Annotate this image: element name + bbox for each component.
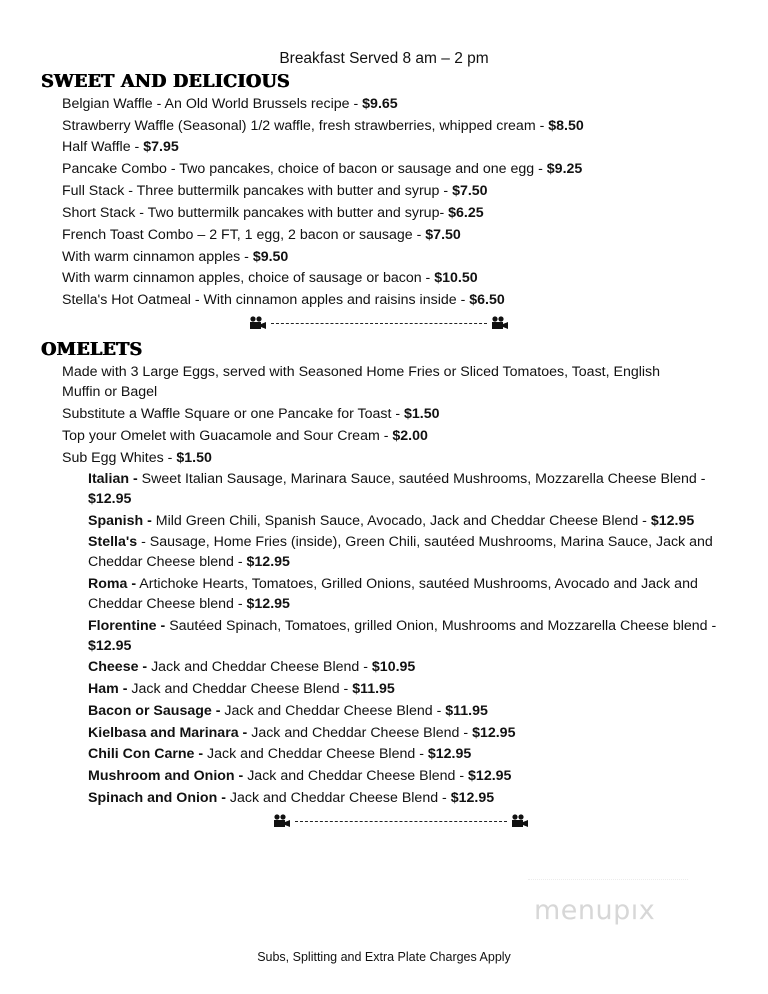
omelet-item [88, 616, 718, 656]
omelet-option [62, 404, 722, 424]
item-price: $12.95 [88, 491, 132, 507]
menu-item [62, 247, 722, 267]
omelet-item [88, 723, 718, 743]
movie-camera-icon [248, 316, 268, 330]
item-desc: Strawberry Waffle (Seasonal) 1/2 waffle, fresh strawberries, whipped cream - [62, 118, 549, 134]
dashed-rule [295, 821, 507, 822]
item-price: $1.50 [176, 450, 212, 466]
item-price: $2.00 [392, 428, 428, 444]
item-desc: Top your Omelet with Guacamole and Sour Cream - [62, 428, 393, 444]
item-desc: Jack and Cheddar Cheese Blend - [147, 659, 372, 675]
item-desc: - Sausage, Home Fries (inside), Green Chili, sautéed Mushrooms, Marina Sauce, Jack and Cheddar Cheese blend - [88, 534, 713, 570]
item-desc: Jack and Cheddar Cheese Blend - [247, 725, 473, 741]
omelet-intro: Made with 3 Large Eggs, served with Seasoned Home Fries or Sliced Tomatoes, Toast, English Muffin or Bagel [62, 364, 661, 400]
omelet-item [88, 744, 718, 764]
menu-item [62, 159, 722, 179]
item-name: Italian - [88, 471, 138, 487]
item-name: Kielbasa and Marinara - [88, 725, 248, 741]
movie-camera-icon [510, 814, 530, 828]
item-price: $12.95 [246, 554, 290, 570]
section-heading-omelets: OMELETS [41, 340, 143, 360]
omelet-item [88, 532, 718, 572]
item-name: Chili Con Carne - [88, 746, 204, 762]
item-price: $12.95 [427, 746, 472, 762]
watermark: menupıx [534, 895, 656, 926]
omelet-item [88, 788, 718, 808]
item-price: $10.95 [371, 659, 416, 675]
movie-camera-icon [490, 316, 510, 330]
omelet-item [88, 657, 718, 677]
item-price: $9.25 [546, 161, 583, 177]
item-price: $12.95 [88, 638, 132, 654]
item-price: $12.95 [450, 790, 495, 806]
menu-item [62, 137, 722, 157]
menu-item [62, 181, 722, 201]
item-price: $6.50 [469, 292, 505, 308]
omelet-option [62, 448, 722, 468]
item-price: $12.95 [468, 768, 512, 784]
item-desc: With warm cinnamon apples, choice of sausage or bacon - [62, 270, 435, 286]
item-price: $9.50 [252, 249, 289, 265]
item-name: Cheese - [88, 659, 148, 675]
item-name: Spanish - [88, 513, 152, 529]
item-price: $8.50 [548, 118, 584, 134]
item-desc: Jack and Cheddar Cheese Blend - [243, 768, 469, 784]
section-divider [272, 814, 530, 828]
item-price: $6.25 [448, 205, 484, 221]
menu-item [62, 268, 722, 288]
omelet-item [88, 679, 718, 699]
omelet-option [62, 426, 722, 446]
menu-item [62, 203, 722, 223]
item-desc: Jack and Cheddar Cheese Blend - [127, 681, 353, 697]
served-hours: Breakfast Served 8 am – 2 pm [279, 50, 489, 67]
item-desc: Sweet Italian Sausage, Marinara Sauce, sautéed Mushrooms, Mozzarella Cheese Blend - [137, 471, 706, 487]
item-desc: Jack and Cheddar Cheese Blend - [225, 790, 451, 806]
item-desc: Stella's Hot Oatmeal - With cinnamon apples and raisins inside - [62, 292, 470, 308]
item-desc: Half Waffle - [62, 139, 144, 155]
omelet-item [88, 511, 718, 531]
item-price: $9.65 [362, 96, 398, 112]
footer-note: Subs, Splitting and Extra Plate Charges Apply [257, 950, 511, 964]
omelet-item [88, 574, 718, 614]
menu-item [62, 116, 722, 136]
item-name: Florentine - [88, 618, 166, 634]
omelet-item [88, 766, 718, 786]
item-price: $7.95 [143, 139, 179, 155]
item-desc: Mild Green Chili, Spanish Sauce, Avocado, Jack and Cheddar Cheese Blend - [151, 513, 651, 529]
item-name: Roma - [88, 576, 137, 592]
item-desc: Pancake Combo - Two pancakes, choice of bacon or sausage and one egg - [62, 161, 547, 177]
item-desc: Sautéed Spinach, Tomatoes, grilled Onion, Mushrooms and Mozzarella Cheese blend - [165, 618, 717, 634]
dashed-rule [271, 323, 487, 324]
item-price: $7.50 [452, 183, 488, 199]
item-price: $12.95 [246, 596, 290, 612]
item-name: Stella's [88, 534, 138, 550]
item-price: $12.95 [650, 513, 695, 529]
item-price: $1.50 [404, 406, 440, 422]
item-desc: French Toast Combo – 2 FT, 1 egg, 2 bacon or sausage - [62, 227, 426, 243]
section-heading-sweet: SWEET AND DELICIOUS [41, 72, 290, 92]
item-price: $7.50 [425, 227, 461, 243]
menu-item [62, 94, 722, 114]
item-desc: Short Stack - Two buttermilk pancakes with butter and syrup- [62, 205, 449, 221]
item-price: $11.95 [445, 703, 488, 719]
item-name: Mushroom and Onion - [88, 768, 244, 784]
menu-item [62, 290, 722, 310]
item-desc: With warm cinnamon apples - [62, 249, 253, 265]
item-desc: Artichoke Hearts, Tomatoes, Grilled Onions, sautéed Mushrooms, Avocado and Jack and Cheddar Cheese blend - [88, 576, 698, 612]
item-price: $12.95 [472, 725, 516, 741]
item-name: Spinach and Onion - [88, 790, 226, 806]
item-desc: Jack and Cheddar Cheese Blend - [203, 746, 428, 762]
section-divider [248, 316, 510, 330]
movie-camera-icon [272, 814, 292, 828]
menu-item [62, 225, 722, 245]
item-desc: Substitute a Waffle Square or one Pancake for Toast - [62, 406, 405, 422]
item-name: Bacon or Sausage - [88, 703, 221, 719]
item-desc: Sub Egg Whites - [62, 450, 177, 466]
item-price: $11.95 [352, 681, 395, 697]
omelet-item [88, 469, 718, 509]
watermark-rule [528, 879, 688, 890]
item-price: $10.50 [434, 270, 478, 286]
item-desc: Full Stack - Three buttermilk pancakes with butter and syrup - [62, 183, 453, 199]
item-desc: Jack and Cheddar Cheese Blend - [220, 703, 446, 719]
item-desc: Belgian Waffle - An Old World Brussels recipe - [62, 96, 363, 112]
item-name: Ham - [88, 681, 128, 697]
omelet-item [88, 701, 718, 721]
